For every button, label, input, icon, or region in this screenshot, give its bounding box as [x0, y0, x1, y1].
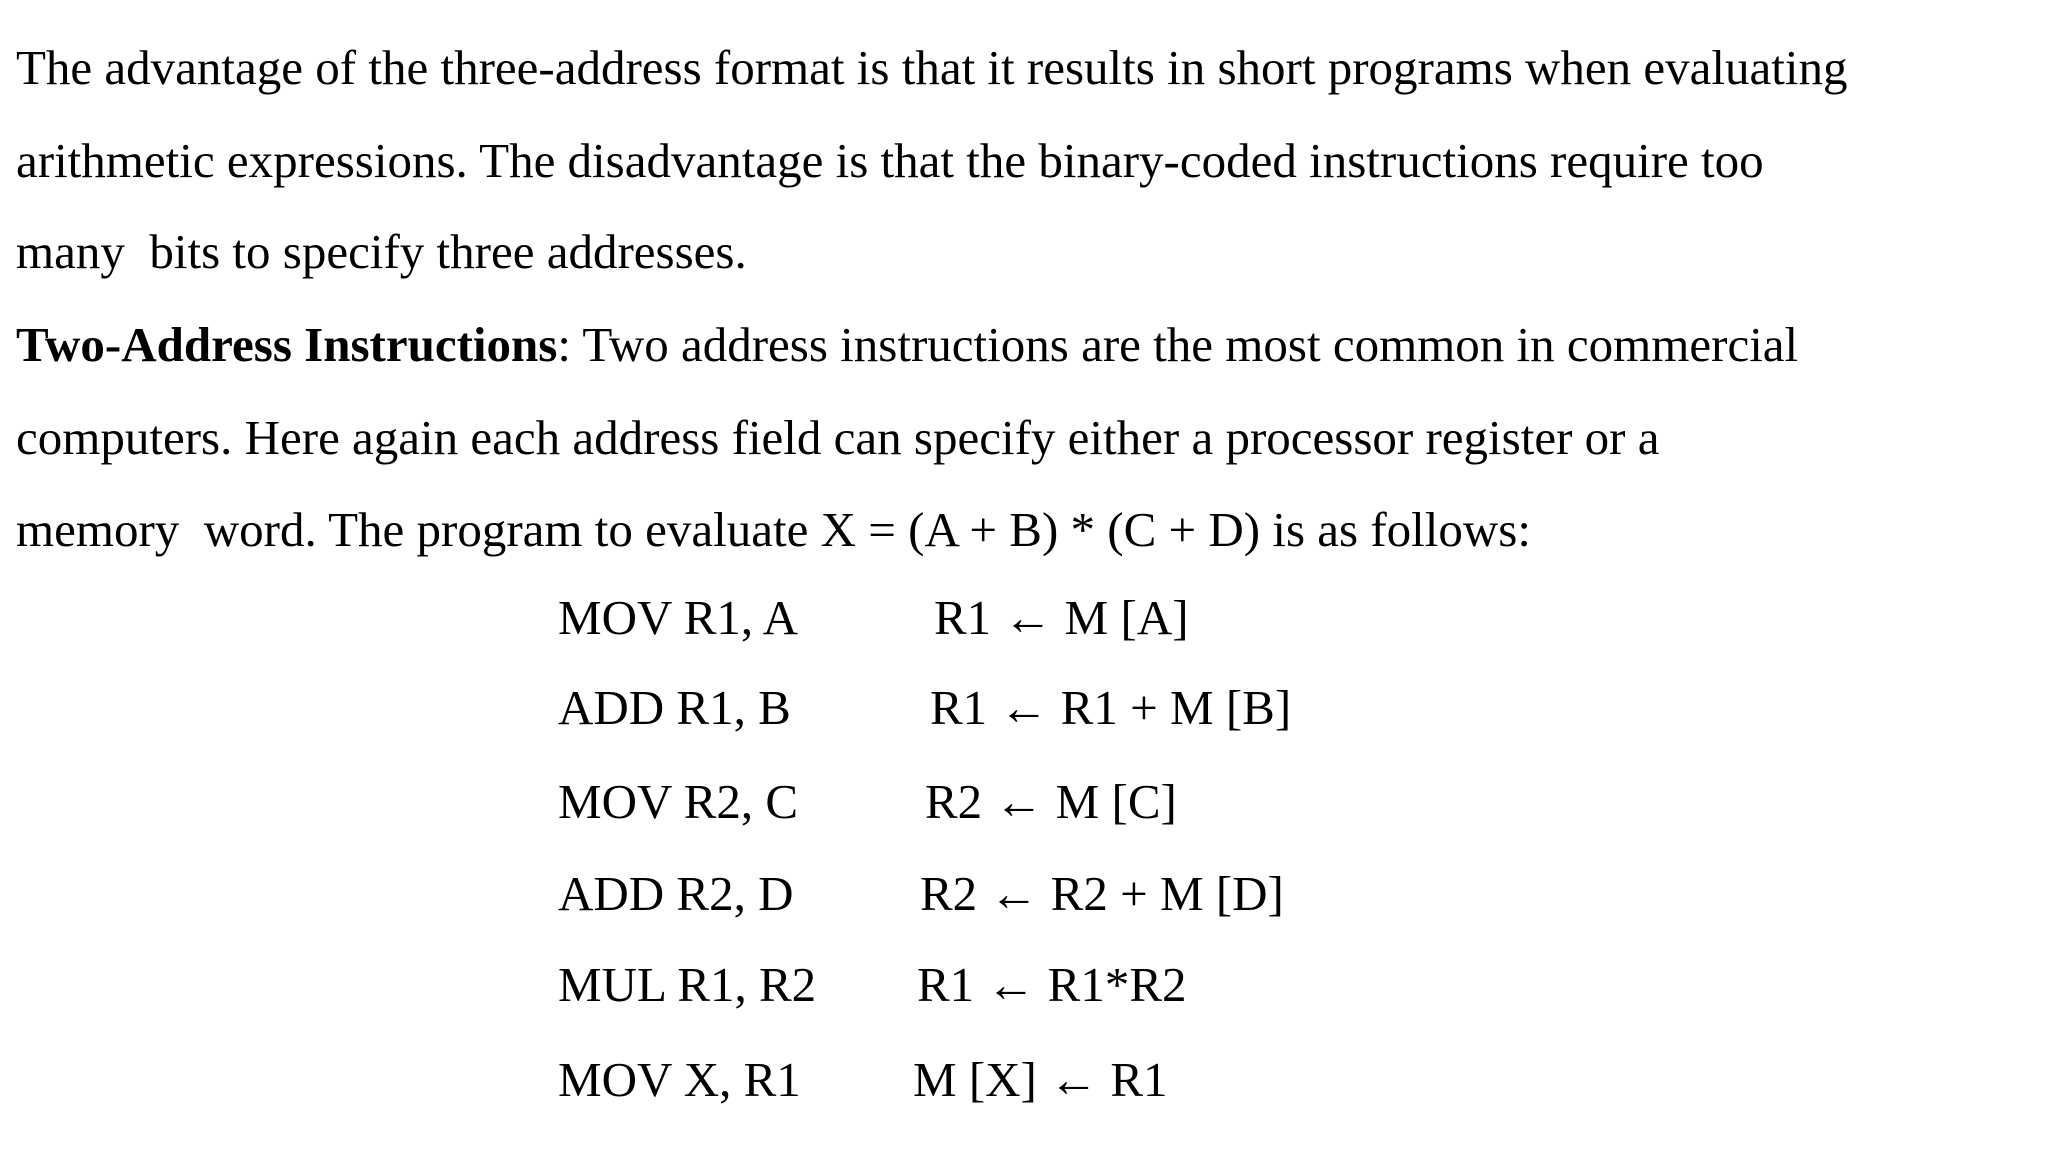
- transfer-2: R1 ← R1 + M [B]: [930, 680, 1292, 735]
- section-line-1: [16, 315, 1798, 375]
- section-line-2: computers. Here again each address field can specify either a processor register or a: [16, 410, 1660, 465]
- paragraph-line-1: The advantage of the three-address format is that it results in short programs when evaluating: [16, 40, 1848, 95]
- transfer-4: R2 ← R2 + M [D]: [920, 866, 1284, 921]
- section-heading: Two-Address Instructions: [16, 317, 558, 372]
- transfer-6: M [X] ← R1: [913, 1052, 1168, 1107]
- section-line-3: memory word. The program to evaluate X = (A + B) * (C + D) is as follows:: [16, 502, 1531, 557]
- transfer-5: R1 ← R1*R2: [917, 957, 1187, 1012]
- instruction-1: MOV R1, A: [558, 590, 799, 645]
- paragraph-line-3: many bits to specify three addresses.: [16, 224, 747, 279]
- section-line-1-text: : Two address instructions are the most common in commercial: [557, 317, 1799, 372]
- instruction-6: MOV X, R1: [558, 1052, 801, 1107]
- instruction-4: ADD R2, D: [558, 866, 794, 921]
- instruction-2: ADD R1, B: [558, 680, 791, 735]
- instruction-5: MUL R1, R2: [558, 957, 817, 1012]
- instruction-3: MOV R2, C: [558, 774, 799, 829]
- transfer-3: R2 ← M [C]: [925, 774, 1177, 829]
- transfer-1: R1 ← M [A]: [934, 590, 1189, 645]
- paragraph-line-2: arithmetic expressions. The disadvantage is that the binary-coded instructions require too: [16, 133, 1764, 188]
